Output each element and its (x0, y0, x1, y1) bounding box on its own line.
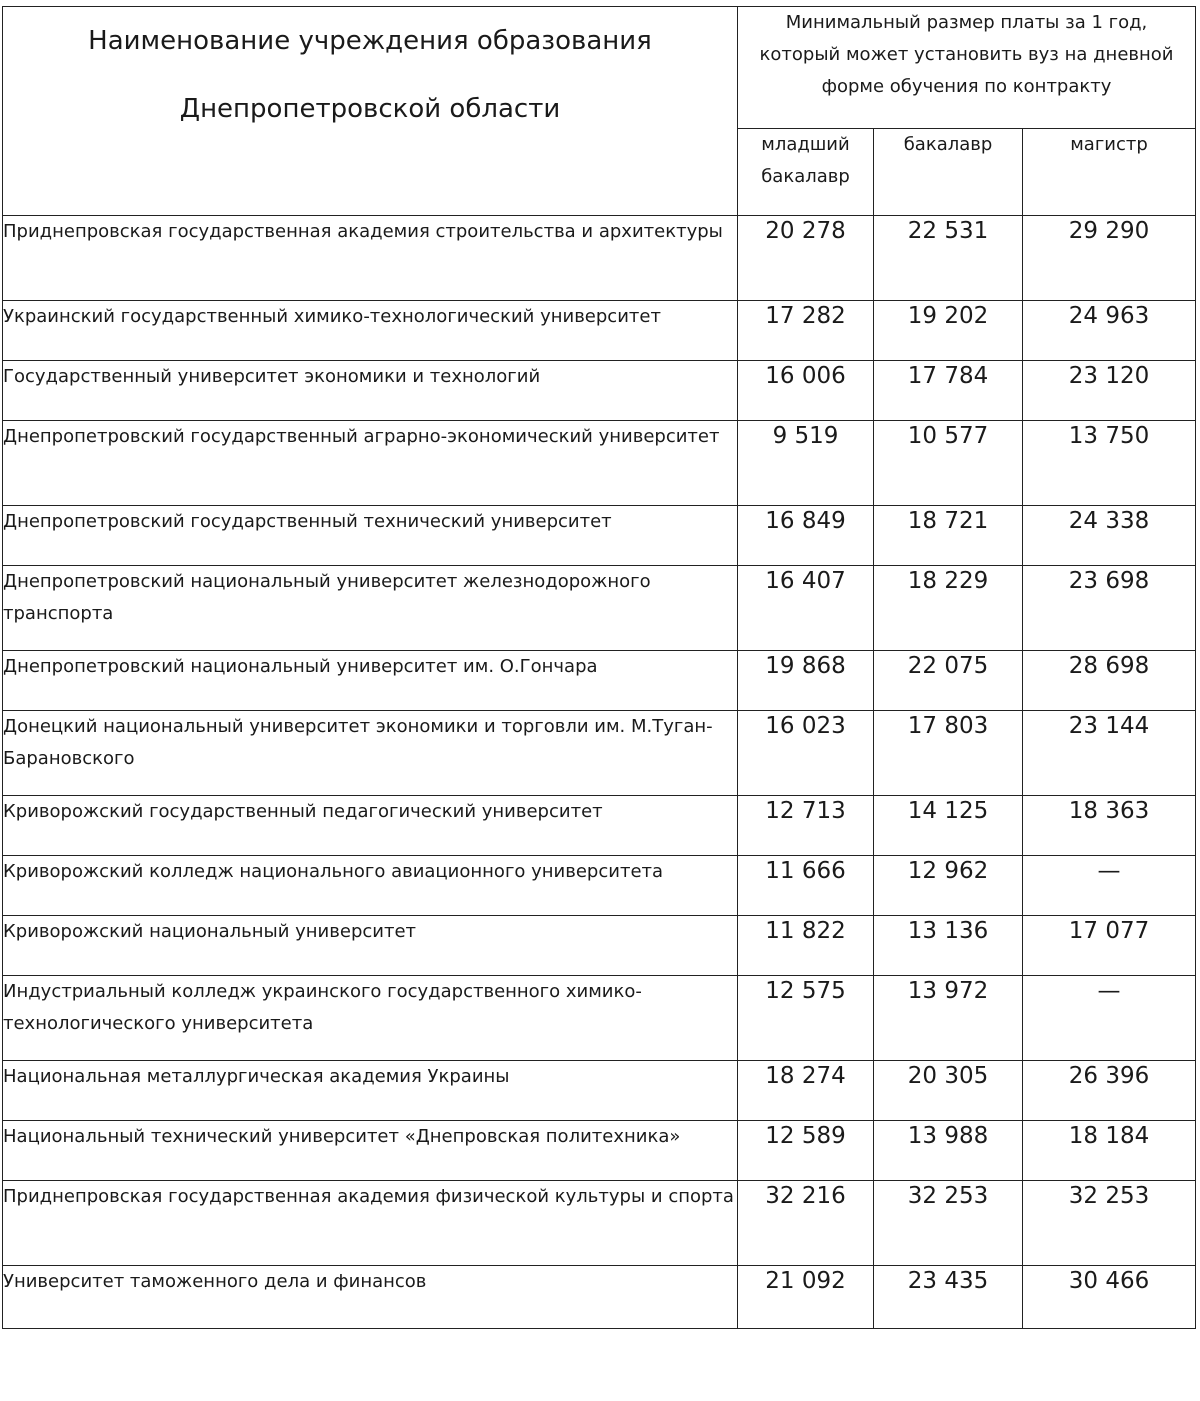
master-fee: 23 120 (1023, 361, 1196, 421)
bachelor-fee: 22 075 (874, 651, 1023, 711)
junior-bachelor-header (738, 129, 874, 216)
institution-header-line-1: Наименование учреждения образования (88, 26, 652, 56)
table-row (3, 361, 1196, 421)
master-fee: 29 290 (1023, 216, 1196, 301)
master-fee: 24 963 (1023, 301, 1196, 361)
bachelor-header: бакалавр (874, 129, 1023, 216)
institution-name: Днепропетровский национальный университет железнодорожного транспорта (3, 566, 738, 651)
junior-bachelor-header-line-2: бакалавр (761, 166, 850, 188)
junior-bachelor-fee: 19 868 (738, 651, 874, 711)
master-fee: 26 396 (1023, 1061, 1196, 1121)
junior-bachelor-fee: 20 278 (738, 216, 874, 301)
fee-header-line-2: который может установить вуз на дневной (759, 44, 1174, 65)
table-row (3, 1266, 1196, 1329)
institution-name: Днепропетровский государственный технический университет (3, 506, 738, 566)
bachelor-fee: 32 253 (874, 1181, 1023, 1266)
table-row (3, 506, 1196, 566)
table-row (3, 566, 1196, 651)
bachelor-fee: 18 229 (874, 566, 1023, 651)
institution-name: Криворожский национальный университет (3, 916, 738, 976)
fee-header-line-3: форме обучения по контракту (821, 76, 1112, 97)
master-fee: — (1023, 976, 1196, 1061)
tuition-table (2, 6, 1196, 1329)
bachelor-fee: 17 784 (874, 361, 1023, 421)
master-fee: 17 077 (1023, 916, 1196, 976)
table-row (3, 711, 1196, 796)
table-row (3, 796, 1196, 856)
table-row (3, 421, 1196, 506)
master-fee: 18 363 (1023, 796, 1196, 856)
junior-bachelor-fee: 11 666 (738, 856, 874, 916)
master-fee: 18 184 (1023, 1121, 1196, 1181)
junior-bachelor-fee: 17 282 (738, 301, 874, 361)
junior-bachelor-fee: 16 006 (738, 361, 874, 421)
table-row (3, 301, 1196, 361)
institution-name: Криворожский государственный педагогический университет (3, 796, 738, 856)
junior-bachelor-fee: 12 575 (738, 976, 874, 1061)
table-row (3, 976, 1196, 1061)
institution-name: Днепропетровский государственный аграрно-экономический университет (3, 421, 738, 506)
junior-bachelor-fee: 32 216 (738, 1181, 874, 1266)
master-fee: 30 466 (1023, 1266, 1196, 1329)
bachelor-fee: 13 972 (874, 976, 1023, 1061)
bachelor-fee: 18 721 (874, 506, 1023, 566)
institution-header-line-2: Днепропетровской области (179, 94, 561, 124)
table-row (3, 1061, 1196, 1121)
junior-bachelor-fee: 16 849 (738, 506, 874, 566)
bachelor-fee: 14 125 (874, 796, 1023, 856)
master-fee: 24 338 (1023, 506, 1196, 566)
master-fee: 23 144 (1023, 711, 1196, 796)
fee-header-line-1: Минимальный размер платы за 1 год, (785, 12, 1148, 33)
table-row (3, 1121, 1196, 1181)
bachelor-fee: 22 531 (874, 216, 1023, 301)
institution-name: Криворожский колледж национального авиационного университета (3, 856, 738, 916)
bachelor-fee: 13 988 (874, 1121, 1023, 1181)
fee-column-header (738, 7, 1196, 129)
master-fee: — (1023, 856, 1196, 916)
bachelor-fee: 13 136 (874, 916, 1023, 976)
bachelor-fee: 20 305 (874, 1061, 1023, 1121)
junior-bachelor-fee: 12 713 (738, 796, 874, 856)
institution-name: Приднепровская государственная академия физической культуры и спорта (3, 1181, 738, 1266)
institution-name: Национальная металлургическая академия Украины (3, 1061, 738, 1121)
master-fee: 13 750 (1023, 421, 1196, 506)
master-header: магистр (1023, 129, 1196, 216)
institution-name: Государственный университет экономики и технологий (3, 361, 738, 421)
institution-name: Университет таможенного дела и финансов (3, 1266, 738, 1329)
institution-name: Днепропетровский национальный университет им. О.Гончара (3, 651, 738, 711)
junior-bachelor-fee: 16 023 (738, 711, 874, 796)
junior-bachelor-fee: 12 589 (738, 1121, 874, 1181)
junior-bachelor-fee: 16 407 (738, 566, 874, 651)
junior-bachelor-fee: 9 519 (738, 421, 874, 506)
table-row (3, 651, 1196, 711)
bachelor-fee: 23 435 (874, 1266, 1023, 1329)
table-row (3, 916, 1196, 976)
institution-name: Индустриальный колледж украинского государственного химико-технологического университета (3, 976, 738, 1061)
institution-name: Национальный технический университет «Днепровская политехника» (3, 1121, 738, 1181)
institution-name: Украинский государственный химико-технологический университет (3, 301, 738, 361)
institution-name: Приднепровская государственная академия строительства и архитектуры (3, 216, 738, 301)
junior-bachelor-header-line-1: младший (761, 134, 850, 156)
bachelor-fee: 12 962 (874, 856, 1023, 916)
bachelor-fee: 17 803 (874, 711, 1023, 796)
bachelor-fee: 10 577 (874, 421, 1023, 506)
junior-bachelor-fee: 18 274 (738, 1061, 874, 1121)
master-fee: 28 698 (1023, 651, 1196, 711)
table-row (3, 216, 1196, 301)
junior-bachelor-fee: 21 092 (738, 1266, 874, 1329)
table-row (3, 856, 1196, 916)
institution-column-header (3, 7, 738, 216)
junior-bachelor-fee: 11 822 (738, 916, 874, 976)
institution-name: Донецкий национальный университет экономики и торговли им. М.Туган-Барановского (3, 711, 738, 796)
table-row (3, 1181, 1196, 1266)
master-fee: 23 698 (1023, 566, 1196, 651)
master-fee: 32 253 (1023, 1181, 1196, 1266)
bachelor-fee: 19 202 (874, 301, 1023, 361)
